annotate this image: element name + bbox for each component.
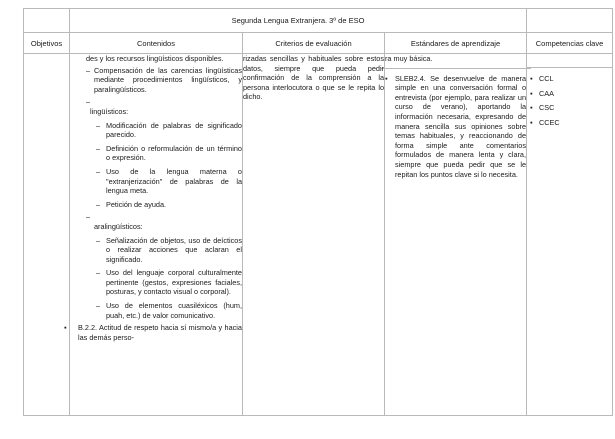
column-header-objetivos: Objetivos bbox=[24, 33, 70, 54]
group1-item-text: Uso de la lengua materna o "extranjerización" de palabras de la lengua meta. bbox=[106, 166, 242, 196]
list-item bbox=[70, 121, 242, 140]
dash-marker: – bbox=[96, 235, 101, 245]
dash-marker: – bbox=[96, 268, 101, 278]
title-spacer-cell bbox=[24, 9, 70, 33]
table-title-row bbox=[24, 9, 613, 33]
list-item bbox=[70, 301, 242, 320]
contenidos-cell bbox=[64, 54, 243, 416]
column-header-estandares: Estándares de aprendizaje bbox=[385, 33, 527, 54]
square-bullet-icon: ▪ bbox=[530, 103, 533, 113]
dash-marker: – bbox=[96, 301, 101, 311]
estandares-cell bbox=[385, 54, 527, 416]
estandares-lead: ra muy básica. bbox=[385, 54, 433, 63]
group1-item-text: Petición de ayuda. bbox=[106, 199, 167, 209]
divider bbox=[527, 67, 612, 68]
column-header-row bbox=[24, 33, 613, 54]
list-item bbox=[70, 268, 242, 297]
dash-marker: – bbox=[96, 120, 101, 130]
dash-marker: – bbox=[86, 212, 91, 222]
list-item-group1 bbox=[70, 97, 242, 116]
list-item bbox=[70, 167, 242, 196]
dash-marker: – bbox=[96, 143, 101, 153]
list-item bbox=[527, 118, 612, 128]
competencia-code: CSC bbox=[539, 103, 555, 113]
list-item-sleb24 bbox=[385, 74, 526, 180]
divider bbox=[381, 68, 531, 69]
square-bullet-icon: ▪ bbox=[530, 88, 533, 98]
square-bullet-icon: ▪ bbox=[385, 73, 388, 83]
list-item bbox=[70, 144, 242, 163]
group2-item-text: Uso de elementos cuasiléxicos (hum, puah, etc.) de valor comunicativo. bbox=[106, 301, 242, 320]
list-item bbox=[70, 236, 242, 265]
column-header-contenidos: Contenidos bbox=[70, 33, 243, 54]
table-body-row bbox=[24, 54, 613, 416]
list-item bbox=[527, 89, 612, 99]
list-item bbox=[70, 200, 242, 210]
competencia-code: CAA bbox=[539, 88, 555, 98]
list-item-compensacion bbox=[70, 66, 242, 95]
competencia-code: CCEC bbox=[539, 117, 560, 127]
group2-label: aralingüísticos: bbox=[94, 221, 143, 231]
contenidos-lead: des y los recursos lingüísticos disponibles. bbox=[86, 54, 224, 63]
column-header-competencias: Competencias clave bbox=[527, 33, 613, 54]
b22-text: B.2.2. Actitud de respeto hacia sí mismo/a y hacia las demás perso- bbox=[78, 323, 242, 342]
group2-item-text: Uso del lenguaje corporal culturalmente pertinente (gestos, expresiones faciales, posturas, y contacto visual o corporal). bbox=[106, 268, 242, 297]
dash-marker: – bbox=[86, 97, 91, 107]
dash-marker: – bbox=[96, 166, 101, 176]
sleb-text: SLEB2.4. Se desenvuelve de manera simple en una conversación formal o entrevista (por ejemplo, para realizar un curso de verano), aportando la información necesaria, expresando de manera sencilla sus opiniones sobre temas habituales, y reaccionando de forma simple ante comentarios formulados de manera lenta y clara, siempre que pueda pedir que se le repitan los puntos clave si lo necesita. bbox=[395, 73, 527, 179]
list-item bbox=[527, 74, 612, 84]
objetivos-cell bbox=[24, 54, 70, 416]
square-bullet-icon: ▪ bbox=[64, 323, 67, 333]
compensacion-text: Compensación de las carencias lingüísticas mediante procedimientos lingüísticos, y paralingüísticos. bbox=[94, 65, 242, 94]
list-item-b22 bbox=[64, 323, 242, 342]
group2-item-text: Señalización de objetos, uso de deícticos o realizar acciones que aclaran el significado. bbox=[106, 235, 242, 264]
competencias-cell bbox=[527, 54, 613, 416]
square-bullet-icon: ▪ bbox=[530, 74, 533, 83]
group1-item-text: Modificación de palabras de significado parecido. bbox=[106, 120, 242, 140]
competencia-code: CCL bbox=[539, 74, 554, 83]
group1-item-text: Definición o reformulación de un término o expresión. bbox=[106, 143, 242, 163]
table-title: Segunda Lengua Extranjera. 3º de ESO bbox=[70, 9, 527, 33]
criterios-text: rizadas sencillas y habituales sobre estos datos, siempre que pueda pedir confirmación de la comprensión a la persona interlocutora o que se le repita lo dicho. bbox=[243, 54, 384, 102]
title-spacer-cell-right bbox=[527, 9, 613, 33]
dash-marker: – bbox=[86, 65, 91, 75]
list-item-group2 bbox=[70, 212, 242, 231]
curriculum-table bbox=[23, 8, 613, 416]
criterios-cell bbox=[243, 54, 385, 416]
list-item bbox=[527, 103, 612, 113]
column-header-criterios: Criterios de evaluación bbox=[243, 33, 385, 54]
dash-marker: – bbox=[96, 199, 101, 209]
group1-label: lingüísticos: bbox=[90, 106, 129, 116]
square-bullet-icon: ▪ bbox=[530, 117, 533, 127]
